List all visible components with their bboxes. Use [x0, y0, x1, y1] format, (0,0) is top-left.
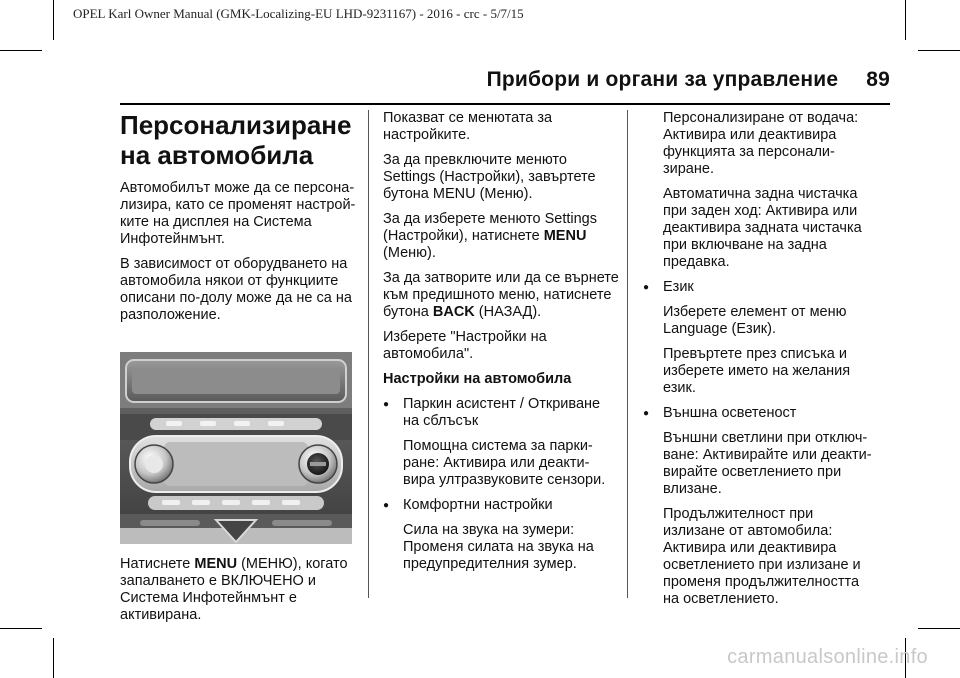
paragraph: Изберете "Настройки на автомобила". — [383, 329, 547, 362]
bullet-description: Външни светлини при отключ-ване: Активирайте или деакти-вирайте осветлението при влизане. — [663, 430, 872, 497]
bullet-description: Сила на звука на зумери: Променя силата на звука на предупредителния зумер. — [403, 522, 594, 572]
bullet-item: ● Паркин асистент / Откриване на сблъсък — [383, 396, 619, 430]
subheading: Настройки на автомобила — [383, 371, 572, 387]
crop-mark — [905, 0, 906, 40]
page-title: Персонализиране на автомобила — [120, 110, 352, 170]
back-key-label: BACK — [432, 304, 475, 320]
bullet-item: ● Комфортни настройки — [383, 497, 619, 514]
infotainment-panel-figure — [120, 352, 352, 544]
column-3 — [643, 110, 875, 616]
menu-key-label: MENU — [194, 556, 238, 572]
running-head — [0, 68, 890, 92]
crop-mark — [53, 638, 54, 678]
bullet-description: Превъртете през списъка и изберете името на желания език. — [663, 346, 851, 396]
paragraph: Персонализиране от водача: Активира или деактивира функцията за персонали-зиране. — [663, 110, 859, 177]
column-2 — [383, 110, 619, 581]
bullet-description: Помощна система за парки-ране: Активира или деакти-вира ултразвуковите сензори. — [403, 438, 606, 488]
watermark: carmanualsonline.info — [727, 646, 928, 668]
menu-key-label: MENU — [543, 228, 587, 244]
column-1 — [120, 110, 356, 632]
bullet-description: Изберете елемент от меню Language (Език). — [663, 304, 847, 337]
column-divider — [368, 110, 369, 598]
paragraph: Автомобилът може да се персона-лизира, като се променят настрой-ките на дисплея на Система Инфотейнмънт. — [120, 180, 356, 247]
bullet-description: Продължителност при излизане от автомобила: Активира или деактивира осветлението при излизане и променя продължителността на осветлението. — [663, 506, 861, 607]
crop-mark — [918, 50, 960, 51]
header-rule — [120, 103, 890, 105]
paragraph: За да затворите или да се върнете към предишното меню, натиснете бутона BACK (НАЗАД). — [383, 270, 619, 320]
paragraph: Натиснете MENU (МЕНЮ), когато запалването е ВКЛЮЧЕНО и Система Инфотейнмънт е активирана. — [120, 556, 348, 623]
column-divider — [627, 110, 628, 598]
crop-mark — [53, 0, 54, 40]
paragraph: Показват се менютата за настройките. — [383, 110, 553, 143]
bullet-item: ● Език — [643, 279, 875, 296]
paragraph: За да превключите менюто Settings (Настройки), завъртете бутона MENU (Меню). — [383, 152, 596, 202]
document-meta: OPEL Karl Owner Manual (GMK-Localizing-EU LHD-9231167) - 2016 - crc - 5/7/15 — [73, 6, 524, 21]
page-number: 89 — [866, 68, 890, 91]
crop-mark — [0, 628, 42, 629]
paragraph: В зависимост от оборудването на автомобила някои от функциите описани по-долу може да не са на разположение. — [120, 256, 352, 323]
crop-mark — [918, 628, 960, 629]
paragraph: Автоматична задна чистачка при заден ход: Активира или деактивира задната чистачка при включване на задна предавка. — [663, 186, 862, 270]
bullet-item: ● Външна осветеност — [643, 405, 875, 422]
section-title: Прибори и органи за управление — [486, 68, 839, 91]
crop-mark — [0, 50, 42, 51]
paragraph: За да изберете менюто Settings (Настройки), натиснете MENU (Меню). — [383, 211, 597, 261]
